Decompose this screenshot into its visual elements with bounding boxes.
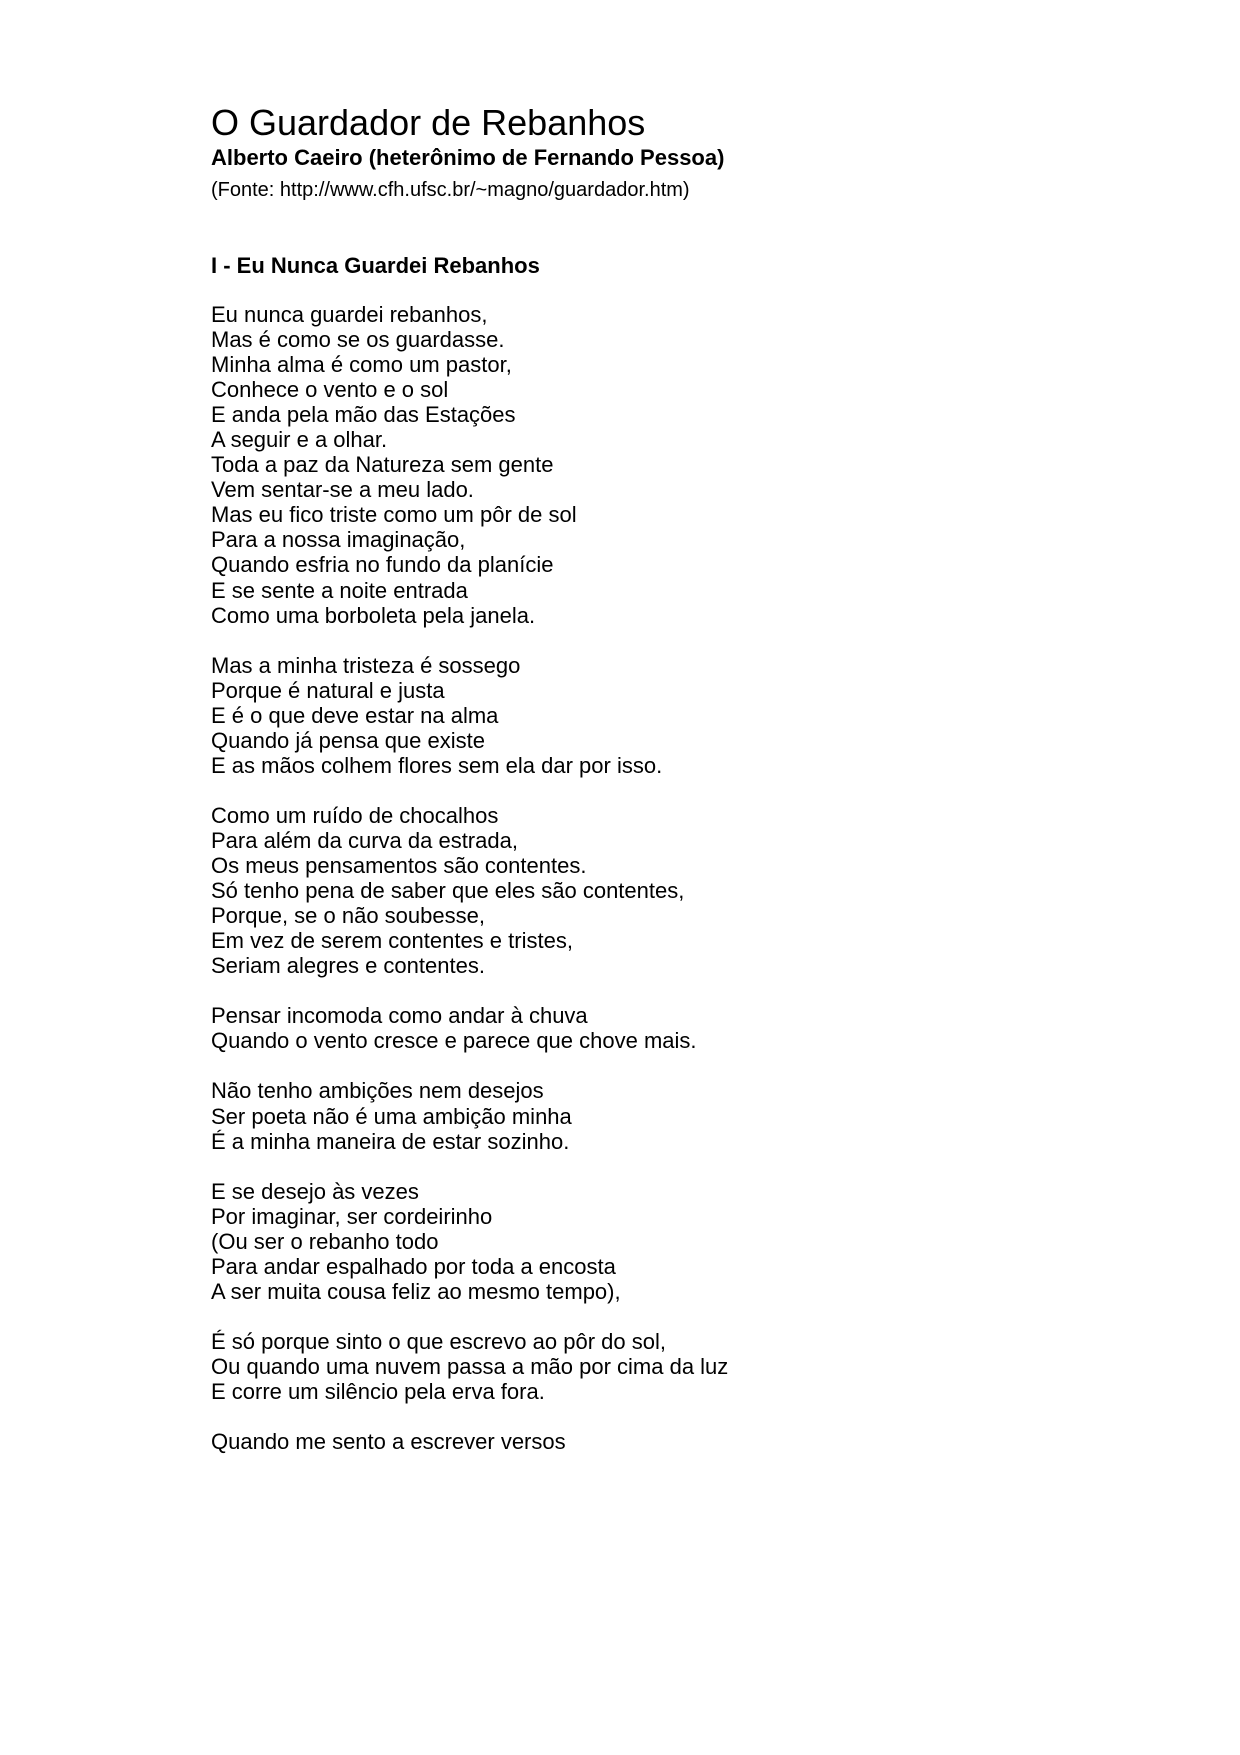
verse-line: Mas é como se os guardasse.	[211, 327, 505, 353]
document-title: O Guardador de Rebanhos	[211, 102, 646, 143]
verse-line: É só porque sinto o que escrevo ao pôr do sol,	[211, 1328, 666, 1354]
verse-line: Não tenho ambições nem desejos	[211, 1078, 544, 1104]
verse-line: E anda pela mão das Estações	[211, 402, 516, 428]
verse-line: Por imaginar, ser cordeirinho	[211, 1203, 493, 1229]
verse-line: Toda a paz da Natureza sem gente	[211, 452, 554, 478]
stanza	[211, 1329, 728, 1404]
verse-line: Quando o vento cresce e parece que chove mais.	[211, 1028, 697, 1054]
verse-line: (Ou ser o rebanho todo	[211, 1228, 439, 1254]
verse-line: Para a nossa imaginação,	[211, 527, 466, 553]
verse-line: A ser muita cousa feliz ao mesmo tempo),	[211, 1278, 621, 1304]
stanza	[211, 302, 728, 628]
poem-body	[211, 302, 728, 1479]
verse-line: E corre um silêncio pela erva fora.	[211, 1379, 545, 1405]
verse-line: É a minha maneira de estar sozinho.	[211, 1128, 570, 1154]
document-author: Alberto Caeiro (heterônimo de Fernando Pessoa)	[211, 145, 725, 170]
verse-line: Porque é natural e justa	[211, 677, 445, 703]
stanza	[211, 1179, 728, 1304]
verse-line: Quando me sento a escrever versos	[211, 1429, 566, 1455]
verse-line: Os meus pensamentos são contentes.	[211, 853, 587, 879]
verse-line: Mas eu fico triste como um pôr de sol	[211, 502, 577, 528]
stanza	[211, 1078, 728, 1153]
verse-line: Como um ruído de chocalhos	[211, 802, 499, 828]
verse-line: Pensar incomoda como andar à chuva	[211, 1003, 588, 1029]
verse-line: Mas a minha tristeza é sossego	[211, 652, 521, 678]
verse-line: Em vez de serem contentes e tristes,	[211, 928, 573, 954]
verse-line: A seguir e a olhar.	[211, 427, 388, 453]
verse-line: Para além da curva da estrada,	[211, 827, 518, 853]
verse-line: E é o que deve estar na alma	[211, 702, 499, 728]
verse-line: Como uma borboleta pela janela.	[211, 602, 536, 628]
stanza	[211, 653, 728, 778]
verse-line: Só tenho pena de saber que eles são contentes,	[211, 878, 685, 904]
section-heading: I - Eu Nunca Guardei Rebanhos	[211, 253, 540, 278]
verse-line: Conhece o vento e o sol	[211, 377, 449, 403]
verse-line: E se sente a noite entrada	[211, 577, 468, 603]
stanza	[211, 1003, 728, 1053]
stanza	[211, 803, 728, 978]
verse-line: E se desejo às vezes	[211, 1178, 419, 1204]
verse-line: E as mãos colhem flores sem ela dar por isso.	[211, 752, 663, 778]
verse-line: Quando esfria no fundo da planície	[211, 552, 554, 578]
verse-line: Eu nunca guardei rebanhos,	[211, 302, 488, 327]
verse-line: Seriam alegres e contentes.	[211, 953, 485, 979]
verse-line: Vem sentar-se a meu lado.	[211, 477, 474, 503]
verse-line: Quando já pensa que existe	[211, 727, 485, 753]
stanza	[211, 1429, 728, 1454]
verse-line: Para andar espalhado por toda a encosta	[211, 1253, 616, 1279]
verse-line: Minha alma é como um pastor,	[211, 352, 512, 378]
verse-line: Ou quando uma nuvem passa a mão por cima da luz	[211, 1353, 729, 1379]
verse-line: Porque, se o não soubesse,	[211, 903, 485, 929]
document-source: (Fonte: http://www.cfh.ufsc.br/~magno/guardador.htm)	[211, 179, 690, 201]
verse-line: Ser poeta não é uma ambição minha	[211, 1103, 572, 1129]
